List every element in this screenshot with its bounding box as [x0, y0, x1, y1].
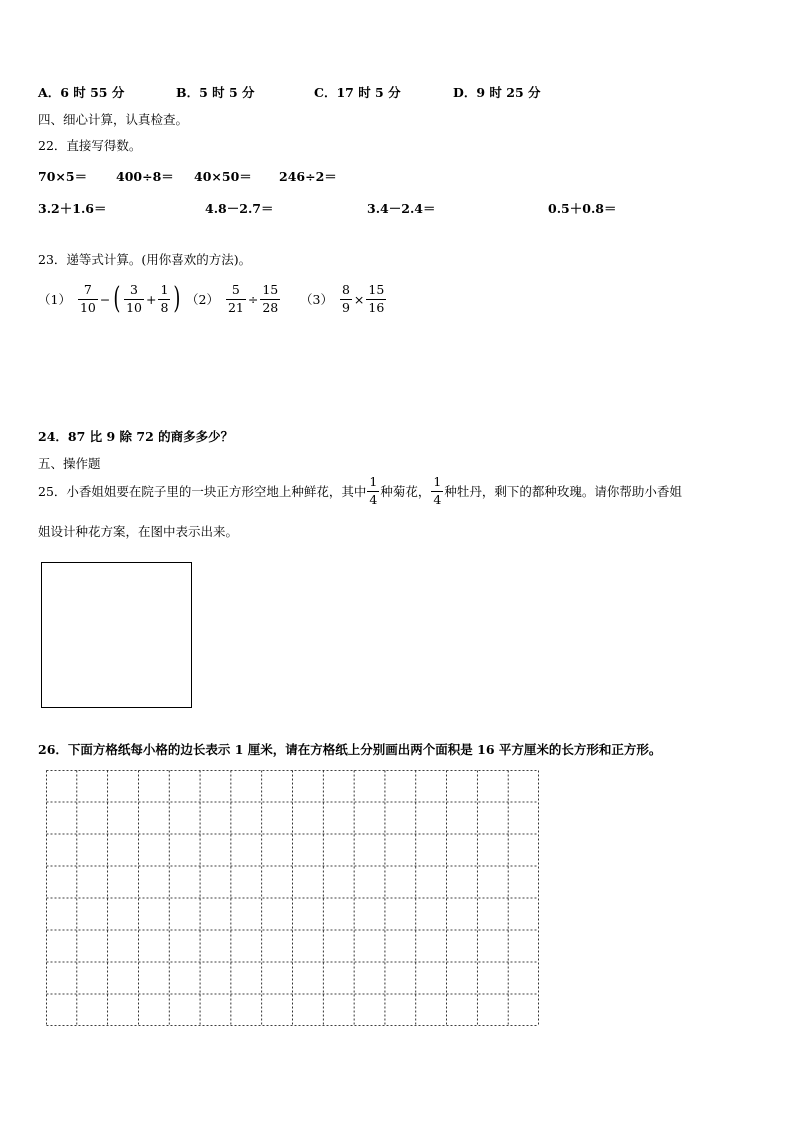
q22-item: 3.2＋1.6＝ — [38, 201, 107, 216]
graph-paper-grid[interactable] — [46, 770, 539, 1026]
section4-heading: 四、细心计算，认真检查。 — [38, 112, 189, 127]
q22-item: 70×5＝ — [38, 169, 88, 184]
q23-problem-3: （3） $\frac{8}{9}$ × $\frac{15}{16}$ — [300, 282, 385, 315]
q22-item: 0.5＋0.8＝ — [548, 201, 617, 216]
q22-item: 400÷8＝ — [116, 169, 174, 184]
q22-item: 40×50＝ — [194, 169, 252, 184]
q22-item: 246÷2＝ — [279, 169, 337, 184]
q25-line2: 姐设计种花方案，在图中表示出来。 — [38, 524, 239, 539]
q26-text: 26．下面方格纸每小格的边长表示 1 厘米，请在方格纸上分别画出两个面积是 16 平方厘米的长方形和正方形。 — [38, 742, 662, 757]
option-d: D．9 时 25 分 — [453, 85, 541, 100]
option-c: C．17 时 5 分 — [314, 85, 401, 100]
section5-heading: 五、操作题 — [38, 456, 101, 471]
q23-problem-2: （2） $\frac{5}{21}$ ÷ $\frac{15}{28}$ — [186, 282, 279, 315]
option-b: B．5 时 5 分 — [176, 85, 255, 100]
option-a: A．6 时 55 分 — [38, 85, 125, 100]
q22-title: 22．直接写得数。 — [38, 138, 142, 153]
q24-text: 24．87 比 9 除 72 的商多多少？ — [38, 429, 234, 444]
q23-title: 23．递等式计算。(用你喜欢的方法)。 — [38, 252, 252, 267]
q22-item: 3.4－2.4＝ — [367, 201, 436, 216]
flower-bed-square[interactable] — [41, 562, 192, 708]
q23-problem-1: （1） $\frac{7}{10}$ − ( $\frac{3}{10}$ + $\frac{1}{8}$ ) — [38, 281, 181, 316]
q22-item: 4.8－2.7＝ — [205, 201, 274, 216]
q25-line1: 25．小香姐姐要在院子里的一块正方形空地上种鲜花，其中 $\frac{1}{4}$ 种菊花， $\frac{1}{4}$ 种牡丹，剩下的都种玫瑰。请你帮助小香姐 — [38, 474, 682, 507]
